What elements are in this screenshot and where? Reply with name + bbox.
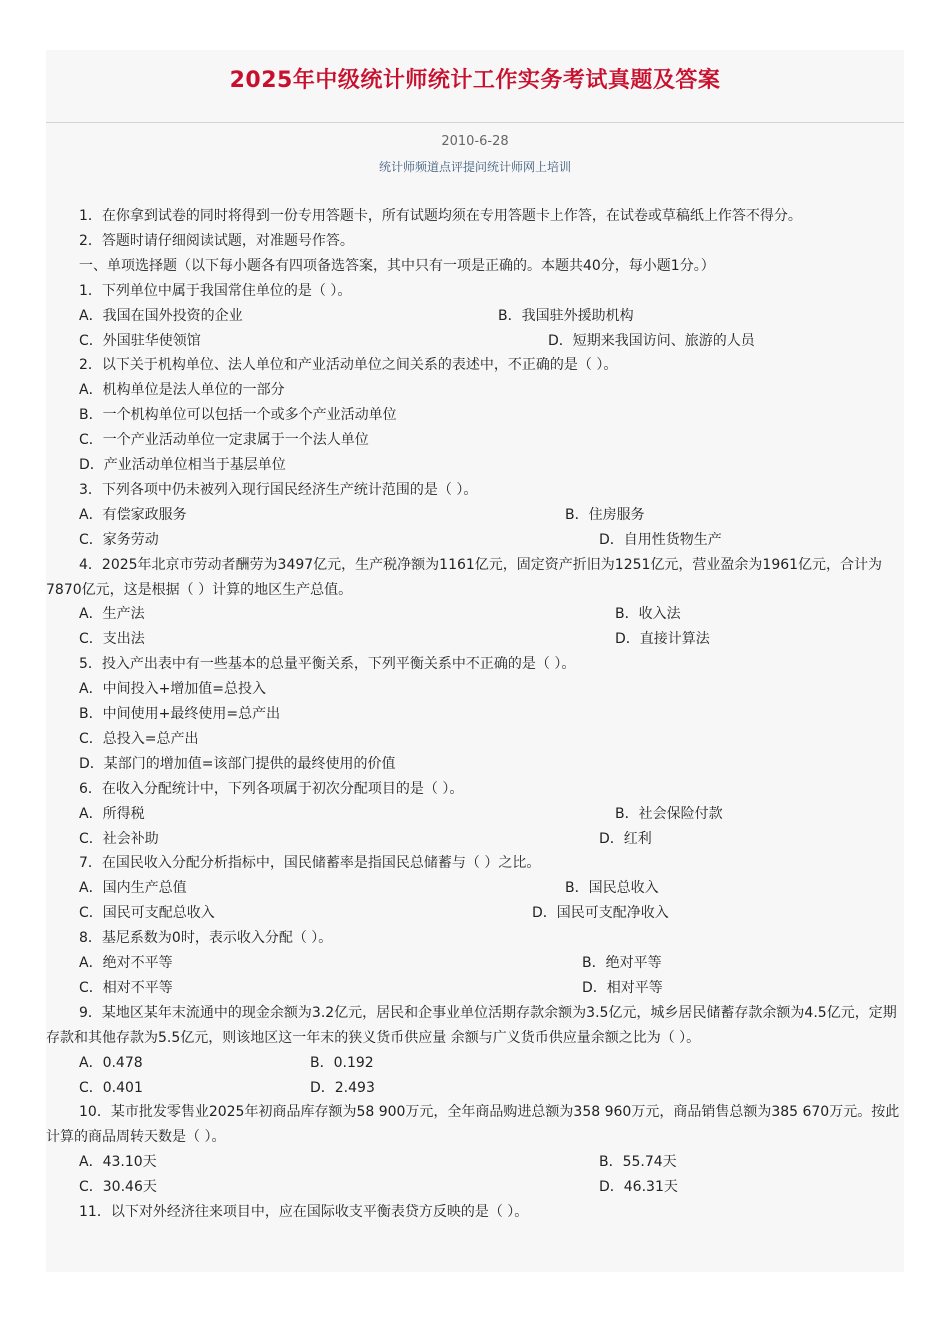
option-d: D．产业活动单位相当于基层单位 [79, 457, 286, 474]
option-b: B．绝对平等 [582, 955, 662, 972]
option-c: C．外国驻华使领馆 [79, 332, 201, 349]
option-d: D．2.493 [310, 1079, 375, 1096]
option-d: D．红利 [599, 830, 652, 847]
option-b: B．国民总收入 [565, 880, 659, 897]
page-title: 2025年中级统计师统计工作实务考试真题及答案 [229, 68, 721, 93]
option-row [46, 1051, 904, 1076]
option-a: A．有偿家政服务 [79, 506, 187, 523]
option-row [46, 602, 904, 627]
option-row [46, 901, 904, 926]
question-stem: 1．下列单位中属于我国常住单位的是（ ）。 [79, 282, 352, 299]
option-a: A．我国在国外投资的企业 [79, 307, 243, 324]
option-b: B．社会保险付款 [615, 805, 723, 822]
question-stem: 8．基尼系数为0时，表示收入分配（ ）。 [79, 930, 333, 947]
document-page [46, 50, 904, 1272]
option-row [46, 503, 904, 528]
option-c: C．总投入=总产出 [79, 730, 199, 747]
question-stem: 5．投入产出表中有一些基本的总量平衡关系，下列平衡关系中不正确的是（ ）。 [79, 656, 576, 673]
option-c: C．一个产业活动单位一定隶属于一个法人单位 [79, 432, 369, 449]
option-a: A．43.10天 [79, 1154, 157, 1171]
option-b: B．中间使用+最终使用=总产出 [79, 706, 281, 723]
option-b: B．55.74天 [599, 1154, 677, 1171]
option-a: A．绝对不平等 [79, 955, 173, 972]
option-c: C．家务劳动 [79, 531, 159, 548]
section-heading: 一、单项选择题（以下每小题各有四项备选答案，其中只有一项是正确的。本题共40分，每小题1分。） [79, 257, 715, 274]
question-stem: 2．以下关于机构单位、法人单位和产业活动单位之间关系的表述中，不正确的是（ ）。 [79, 357, 618, 374]
option-row [46, 1150, 904, 1175]
option-a: A．国内生产总值 [79, 880, 187, 897]
title-bar [46, 50, 904, 123]
option-a: A．生产法 [79, 606, 145, 623]
option-a: A．0.478 [79, 1054, 143, 1071]
option-row [46, 329, 904, 354]
instruction-1: 1．在你拿到试卷的同时将得到一份专用答题卡，所有试题均须在专用答题卡上作答，在试卷或草稿纸上作答不得分。 [79, 208, 802, 224]
option-c: C．国民可支配总收入 [79, 905, 215, 922]
option-row [46, 1076, 904, 1101]
question-stem: 6．在收入分配统计中，下列各项属于初次分配项目的是（ ）。 [79, 780, 464, 797]
instruction-2: 2．答题时请仔细阅读试题，对准题号作答。 [79, 232, 354, 249]
option-row [46, 1175, 904, 1200]
option-c: C．0.401 [79, 1079, 143, 1096]
question-stem: 7．在国民收入分配分析指标中，国民储蓄率是指国民总储蓄与（ ）之比。 [79, 855, 541, 872]
option-b: B．住房服务 [565, 506, 645, 523]
option-d: D．短期来我国访问、旅游的人员 [548, 332, 755, 349]
option-d: D．国民可支配净收入 [532, 905, 669, 922]
option-c: C．社会补助 [79, 830, 159, 847]
option-a: A．中间投入+增加值=总投入 [79, 681, 267, 698]
option-row [46, 802, 904, 827]
option-d: D．46.31天 [599, 1179, 678, 1196]
option-d: D．直接计算法 [615, 631, 710, 648]
question-stem: 10．某市批发零售业2025年初商品库存额为58 900万元，全年商品购进总额为358 960万元，商品销售总额为385 670万元。按此计算的商品周转天数是（ ）。 [46, 1104, 900, 1146]
option-c: C．支出法 [79, 631, 145, 648]
option-b: B．我国驻外援助机构 [498, 307, 634, 324]
option-b: B．一个机构单位可以包括一个或多个产业活动单位 [79, 407, 397, 424]
question-stem: 11．以下对外经济往来项目中，应在国际收支平衡表贷方反映的是（ ）。 [79, 1204, 529, 1220]
option-row [46, 528, 904, 553]
publish-date: 2010-6-28 [441, 134, 509, 149]
option-row [46, 627, 904, 652]
option-c: C．30.46天 [79, 1179, 157, 1196]
option-row [46, 876, 904, 901]
option-a: A．机构单位是法人单位的一部分 [79, 382, 285, 399]
option-d: D．某部门的增加值=该部门提供的最终使用的价值 [79, 755, 396, 772]
option-row [46, 827, 904, 852]
option-row [46, 976, 904, 1001]
question-stem: 4．2025年北京市劳动者酬劳为3497亿元，生产税净额为1161亿元，固定资产折旧为1251亿元，营业盈余为1961亿元，合计为7870亿元，这是根据（ ）计算的地区生产总值。 [46, 556, 883, 598]
option-d: D．相对平等 [582, 979, 663, 996]
option-a: A．所得税 [79, 805, 145, 822]
option-row [46, 951, 904, 976]
question-stem: 9．某地区某年末流通中的现金余额为3.2亿元，居民和企事业单位活期存款余额为3.5亿元，城乡居民储蓄存款余额为4.5亿元，定期存款和其他存款为5.5亿元，则该地区这一年末的狭义货币供应量 余额与广义货币供应量余额之比为（ ）。 [46, 1004, 897, 1046]
channel-link[interactable]: 统计师频道点评提问统计师网上培训 [378, 160, 571, 174]
option-b: B．0.192 [310, 1054, 374, 1071]
option-c: C．相对不平等 [79, 979, 173, 996]
option-d: D．自用性货物生产 [599, 531, 722, 548]
exam-body [46, 204, 904, 1225]
option-row [46, 304, 904, 329]
option-b: B．收入法 [615, 606, 681, 623]
question-stem: 3．下列各项中仍未被列入现行国民经济生产统计范围的是（ ）。 [79, 481, 478, 498]
